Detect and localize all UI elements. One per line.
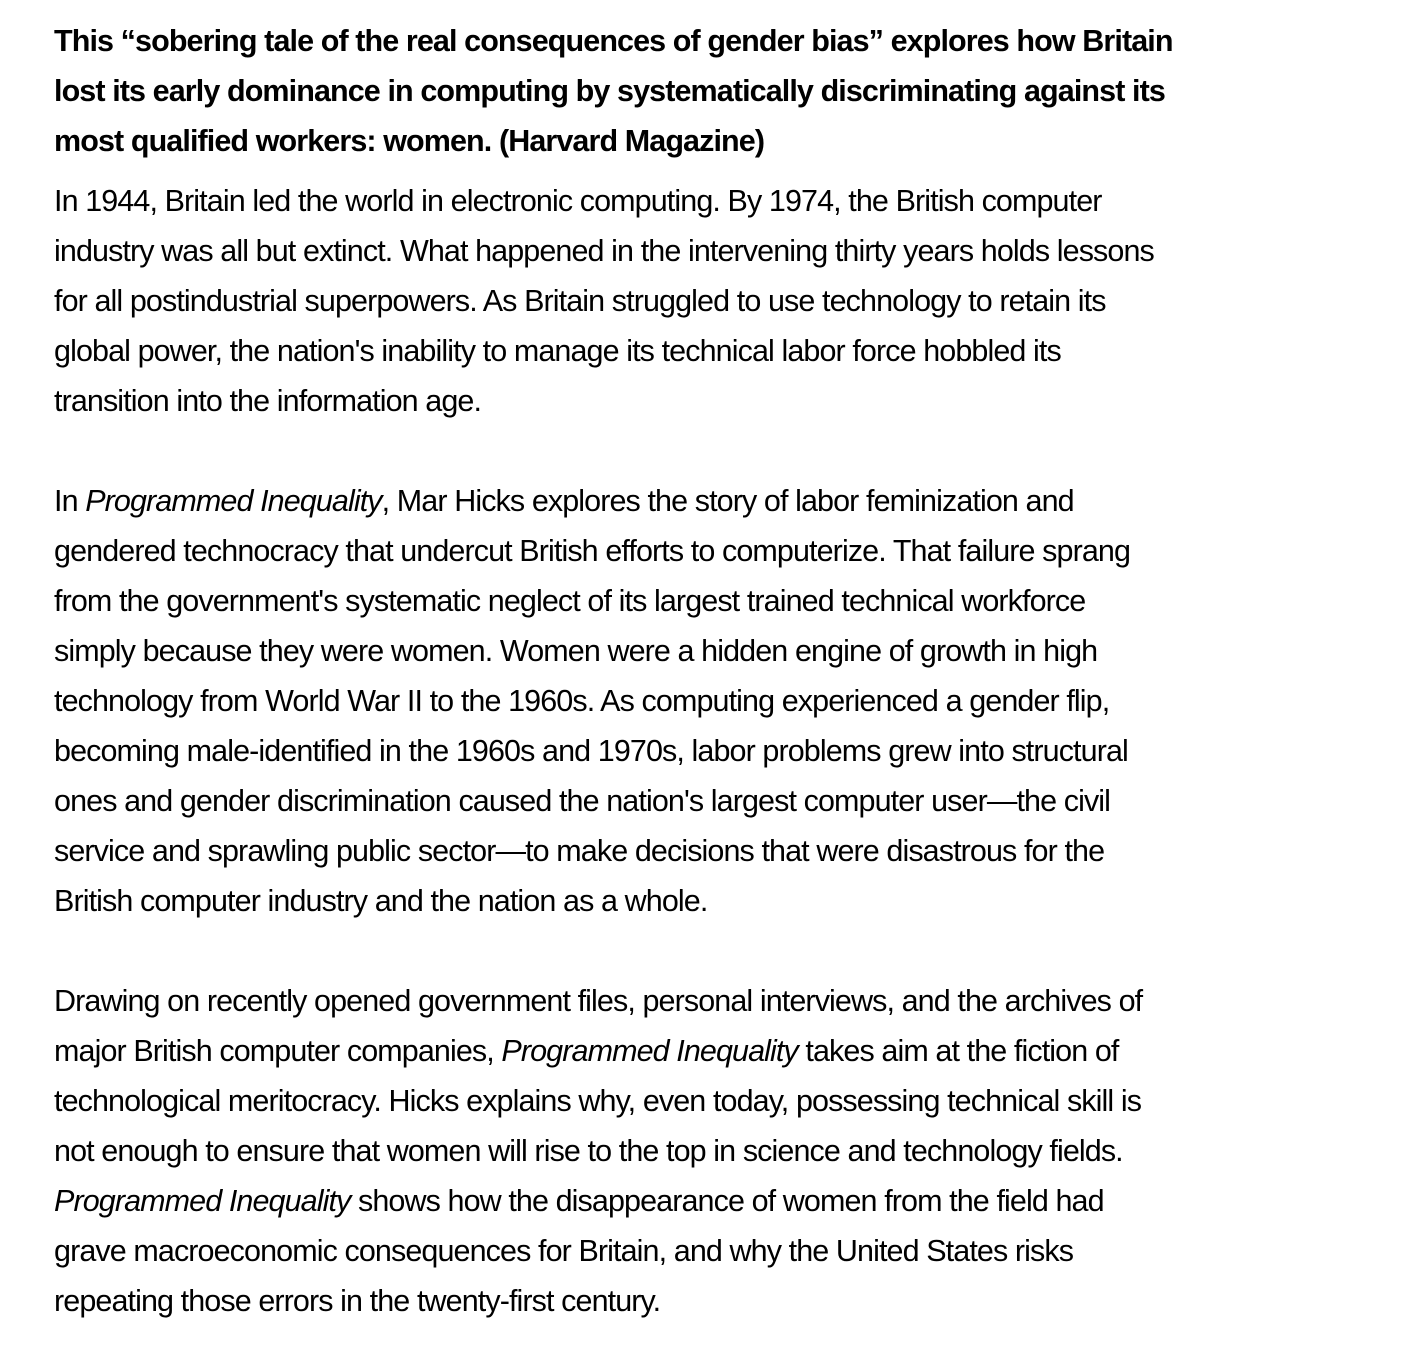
paragraph-book-summary (54, 476, 1416, 926)
text-line (54, 676, 1416, 726)
text-segment: most qualified workers: women. (Harvard Magazine) (54, 124, 765, 158)
text-segment: technological meritocracy. Hicks explains why, even today, possessing technical skill is (54, 1084, 1142, 1118)
text-line (54, 1176, 1416, 1226)
text-segment: becoming male-identified in the 1960s and 1970s, labor problems grew into structural (54, 734, 1128, 768)
text-segment: transition into the information age. (54, 384, 482, 418)
text-segment: major British computer companies, (54, 1034, 502, 1068)
text-line (54, 376, 1416, 426)
text-segment: grave macroeconomic consequences for Britain, and why the United States risks (54, 1234, 1074, 1268)
text-segment: technology from World War II to the 1960s. As computing experienced a gender flip, (54, 684, 1110, 718)
book-title-italic: Programmed Inequality (85, 484, 382, 518)
text-line (54, 66, 1416, 116)
text-segment: repeating those errors in the twenty-first century. (54, 1284, 661, 1318)
book-title-italic: Programmed Inequality (54, 1184, 351, 1218)
text-segment: This “sobering tale of the real consequences of gender bias” explores how Britain (54, 24, 1173, 58)
paragraph-history (54, 176, 1416, 426)
text-line (54, 116, 1416, 166)
text-segment: British computer industry and the nation as a whole. (54, 884, 708, 918)
text-line (54, 276, 1416, 326)
text-line (54, 1226, 1416, 1276)
text-segment: from the government's systematic neglect of its largest trained technical workforce (54, 584, 1086, 618)
text-line (54, 726, 1416, 776)
text-segment: In 1944, Britain led the world in electronic computing. By 1974, the British computer (54, 184, 1102, 218)
lead-quote-paragraph (54, 16, 1416, 166)
text-line (54, 526, 1416, 576)
text-line (54, 1276, 1416, 1326)
text-segment: gendered technocracy that undercut British efforts to computerize. That failure sprang (54, 534, 1131, 568)
text-segment: simply because they were women. Women were a hidden engine of growth in high (54, 634, 1098, 668)
text-line (54, 826, 1416, 876)
text-line (54, 16, 1416, 66)
text-line (54, 876, 1416, 926)
text-segment: industry was all but extinct. What happened in the intervening thirty years holds lessons (54, 234, 1154, 268)
text-segment: ones and gender discrimination caused the nation's largest computer user—the civil (54, 784, 1111, 818)
paragraph-sources-and-argument (54, 976, 1416, 1326)
text-segment: In (54, 484, 86, 518)
text-segment: for all postindustrial superpowers. As Britain struggled to use technology to retain its (54, 284, 1106, 318)
text-line (54, 476, 1416, 526)
text-line (54, 1076, 1416, 1126)
text-segment: not enough to ensure that women will rise to the top in science and technology fields. (54, 1134, 1123, 1168)
text-segment: Drawing on recently opened government files, personal interviews, and the archives of (54, 984, 1143, 1018)
text-line (54, 326, 1416, 376)
text-line (54, 626, 1416, 676)
text-segment: global power, the nation's inability to manage its technical labor force hobbled its (54, 334, 1061, 368)
text-line (54, 226, 1416, 276)
book-title-italic: Programmed Inequality (501, 1034, 798, 1068)
text-line (54, 176, 1416, 226)
text-line (54, 576, 1416, 626)
text-segment: , Mar Hicks explores the story of labor feminization and (381, 484, 1074, 518)
text-line (54, 1126, 1416, 1176)
text-line (54, 976, 1416, 1026)
text-line (54, 1026, 1416, 1076)
text-segment: service and sprawling public sector—to make decisions that were disastrous for the (54, 834, 1105, 868)
text-segment: lost its early dominance in computing by systematically discriminating against its (54, 74, 1165, 108)
text-line (54, 776, 1416, 826)
text-segment: takes aim at the fiction of (797, 1034, 1119, 1068)
text-segment: shows how the disappearance of women from the field had (350, 1184, 1104, 1218)
